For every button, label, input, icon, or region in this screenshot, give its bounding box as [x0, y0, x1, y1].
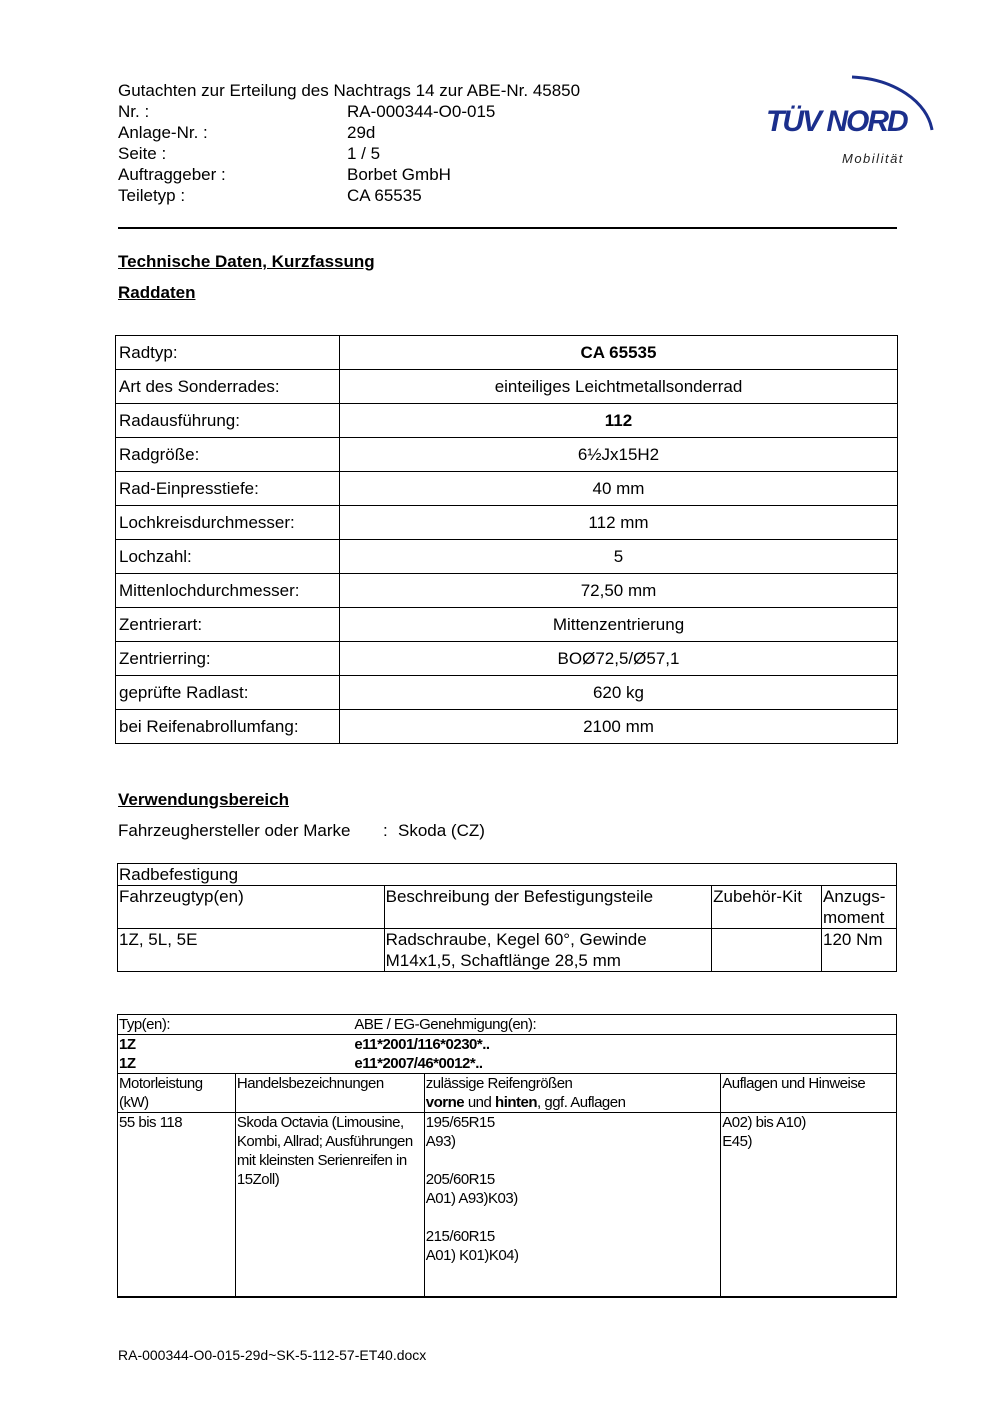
wheel-data-row — [116, 370, 898, 404]
col-header-power: Motorleistung (kW) — [118, 1074, 236, 1113]
report-title: Gutachten zur Erteilung des Nachtrags 14 zur ABE-Nr. 45850 — [118, 81, 581, 100]
wheel-data-label: Radtyp: — [116, 336, 340, 370]
fastening-header-types: Fahrzeugtyp(en) — [118, 886, 385, 929]
header-value: RA-000344-O0-015 — [347, 102, 496, 121]
fastening-title: Radbefestigung — [118, 864, 897, 886]
tyres-header-rest: , ggf. Auflagen — [537, 1094, 626, 1111]
manufacturer-value: Skoda (CZ) — [398, 821, 485, 840]
tyres-header-line1: zulässige Reifengrößen — [425, 1075, 573, 1092]
manufacturer-label: Fahrzeughersteller oder Marke — [118, 821, 351, 840]
type-label: Typ(en): — [118, 1015, 236, 1035]
manufacturer-separator: : — [383, 821, 388, 840]
fastening-header-torque: Anzugs- moment — [822, 886, 897, 929]
approval-label: ABE / EG-Genehmigung(en): — [354, 1016, 537, 1033]
wheel-data-label: Radausführung: — [116, 404, 340, 438]
wheel-data-row — [116, 608, 898, 642]
logo-subtitle: Mobilität — [842, 151, 904, 166]
wheel-data-label: Lochkreisdurchmesser: — [116, 506, 340, 540]
wheel-data-value: BOØ72,5/Ø57,1 — [340, 642, 898, 676]
wheel-data-value: 112 — [340, 404, 898, 438]
approval-entry-cell — [235, 1054, 896, 1074]
tyres-header-rear: hinten — [495, 1094, 538, 1111]
wheel-data-label: bei Reifenabrollumfang: — [116, 710, 340, 744]
header-value: 29d — [347, 123, 376, 142]
col-header-tyres — [424, 1074, 720, 1113]
heading-usage: Verwendungsbereich — [118, 790, 289, 809]
wheel-data-row — [116, 404, 898, 438]
wheel-data-row — [116, 506, 898, 540]
wheel-data-value: 112 mm — [340, 506, 898, 540]
wheel-data-value: 40 mm — [340, 472, 898, 506]
header-value: CA 65535 — [347, 186, 422, 205]
wheel-data-label: Radgröße: — [116, 438, 340, 472]
fastening-header-description: Beschreibung der Befestigungsteile — [384, 886, 711, 929]
row-power: 55 bis 118 — [118, 1113, 236, 1297]
header-value: Borbet GmbH — [347, 165, 451, 184]
wheel-data-row — [116, 642, 898, 676]
fastening-header-kit: Zubehör-Kit — [712, 886, 822, 929]
row-tyres: 195/65R15 A93) 205/60R15 A01) A93)K03) 215/60R15 A01) K01)K04) — [424, 1113, 720, 1297]
type-entry: 1Z — [118, 1035, 236, 1055]
wheel-data-label: Lochzahl: — [116, 540, 340, 574]
wheel-data-row — [116, 472, 898, 506]
approval-entry: e11*2007/46*0012*.. — [354, 1055, 483, 1072]
fastening-torque: 120 Nm — [822, 929, 897, 972]
wheel-data-label: Art des Sonderrades: — [116, 370, 340, 404]
wheel-data-label: Mittenlochdurchmesser: — [116, 574, 340, 608]
header-label: Nr. : — [118, 102, 150, 121]
footer-filename: RA-000344-O0-015-29d~SK-5-112-57-ET40.docx — [118, 1347, 427, 1363]
header-label: Seite : — [118, 144, 167, 163]
wheel-data-value: 5 — [340, 540, 898, 574]
fastening-kit — [712, 929, 822, 972]
wheel-data-label: Zentrierring: — [116, 642, 340, 676]
wheel-data-row — [116, 438, 898, 472]
wheel-data-label: Zentrierart: — [116, 608, 340, 642]
wheel-data-row — [116, 336, 898, 370]
fastening-description: Radschraube, Kegel 60°, Gewinde M14x1,5, Schaftlänge 28,5 mm — [384, 929, 711, 972]
wheel-data-row — [116, 574, 898, 608]
type-entry: 1Z — [118, 1054, 236, 1074]
wheel-data-value: CA 65535 — [340, 336, 898, 370]
wheel-data-value: 72,50 mm — [340, 574, 898, 608]
row-notes: A02) bis A10) E45) — [721, 1113, 897, 1297]
header-value: 1 / 5 — [347, 144, 381, 163]
approval-entry: e11*2001/116*0230*.. — [354, 1036, 490, 1053]
col-header-trade: Handelsbezeichnungen — [235, 1074, 424, 1113]
wheel-data-table — [115, 335, 898, 744]
approval-table — [117, 1014, 897, 1298]
wheel-data-row — [116, 710, 898, 744]
wheel-data-label: Rad-Einpresstiefe: — [116, 472, 340, 506]
tuev-nord-logo — [760, 55, 945, 175]
wheel-data-row — [116, 676, 898, 710]
wheel-data-value: Mittenzentrierung — [340, 608, 898, 642]
header-label: Anlage-Nr. : — [118, 123, 208, 142]
heading-wheel-data: Raddaten — [118, 283, 196, 302]
wheel-data-value: 6½Jx15H2 — [340, 438, 898, 472]
wheel-data-row — [116, 540, 898, 574]
wheel-data-label: geprüfte Radlast: — [116, 676, 340, 710]
tyres-header-and: und — [464, 1094, 496, 1111]
approval-label-cell — [235, 1015, 896, 1035]
wheel-data-value: 2100 mm — [340, 710, 898, 744]
fastening-types: 1Z, 5L, 5E — [118, 929, 385, 972]
approval-entry-cell — [235, 1035, 896, 1055]
header-label: Teiletyp : — [118, 186, 186, 205]
fastening-table — [117, 863, 897, 972]
wheel-data-value: 620 kg — [340, 676, 898, 710]
header-label: Auftraggeber : — [118, 165, 226, 184]
wheel-data-value: einteiliges Leichtmetallsonderrad — [340, 370, 898, 404]
header-divider — [118, 227, 897, 229]
heading-technical: Technische Daten, Kurzfassung — [118, 252, 375, 271]
row-trade: Skoda Octavia (Limousine, Kombi, Allrad; Ausführungen mit kleinsten Serienreifen in 15Zoll) — [235, 1113, 424, 1297]
col-header-notes: Auflagen und Hinweise — [721, 1074, 897, 1113]
logo-brand: TÜV NORD — [766, 105, 907, 138]
tyres-header-front: vorne — [425, 1094, 465, 1111]
